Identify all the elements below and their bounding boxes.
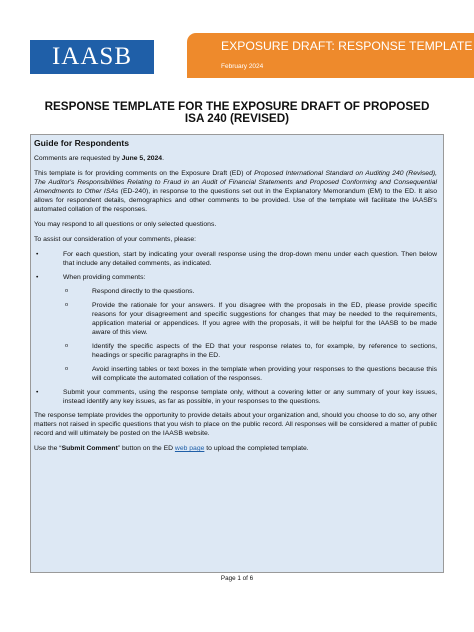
- document-title-line-1: RESPONSE TEMPLATE FOR THE EXPOSURE DRAFT OF PROPOSED: [44, 100, 430, 113]
- sub-bullet-item: o Avoid inserting tables or text boxes in the template when providing your responses to the questions because this will complicate the automated collation of the responses.: [65, 366, 437, 382]
- guide-for-respondents-box: [30, 134, 444, 573]
- public-record-note: The response template provides the opportunity to provide details about your organization and, should you choose to do so, any other matters not raised in specific questions that you wish to place on the public record. All responses will be considered a matter of public record and will ultimately be posted on the IAASB website.: [34, 412, 437, 437]
- bullet-marker: •: [36, 274, 39, 281]
- bullet-item: • For each question, start by indicating your overall response using the drop-down menu under each question. Then below that include any detailed comments, as indicated.: [36, 251, 437, 267]
- template-intro: This template is for providing comments on the Exposure Draft (ED) of Proposed International Standard on Auditing 240 (Revised), The Auditor's Responsibilities Relating to Fraud in an Audit of Financial Statements and Proposed Conforming and Consequential Amendments to Other ISAs (ED-240), in response to the questions set out in the Explanatory Memorandum (EM) to the ED. It also allows for respondent details, demographics and other comments to be provided. Use of the template will facilitate the IAASB's automated collation of the responses.: [34, 170, 437, 213]
- sub-bullet-marker: o: [65, 302, 69, 308]
- web-page-link[interactable]: web page: [174, 445, 205, 452]
- bullet-item: • When providing comments:: [36, 274, 146, 281]
- iaasb-logo: [30, 40, 154, 74]
- sub-bullet-marker: o: [65, 366, 69, 372]
- document-title: [40, 101, 434, 125]
- guide-body: [34, 154, 437, 459]
- submit-comment-label: Submit Comment: [61, 445, 118, 452]
- guide-title: Guide for Respondents: [34, 138, 130, 148]
- deadline-date: June 5, 2024: [121, 155, 163, 162]
- respond-note: You may respond to all questions or only selected questions.: [34, 221, 217, 228]
- document-title-line-2: ISA 240 (REVISED): [184, 112, 290, 125]
- sub-bullet-marker: o: [65, 288, 69, 294]
- logo-text: IAASB: [51, 43, 132, 70]
- bullet-marker: •: [36, 389, 39, 396]
- page-number: Page 1 of 6: [220, 575, 254, 582]
- header-band: [187, 33, 474, 78]
- submit-instructions: Use the “Submit Comment” button on the ED web page to upload the completed template.: [34, 445, 309, 452]
- bullet-marker: •: [36, 251, 39, 258]
- standard-title: Proposed International Standard on Auditing 240 (Revised), The Auditor's Responsibilities Relating to Fraud in an Audit of Financial Statements and Proposed Conforming and Consequential Amendments to Other ISAs: [34, 170, 437, 195]
- bullet-item: • Submit your comments, using the response template only, without a covering letter or any summary of your key issues, instead identify any key issues, as far as possible, in your responses to the questions.: [36, 389, 437, 405]
- sub-bullet-item: o Identify the specific aspects of the ED that your response relates to, for example, by reference to sections, headings or specific paragraphs in the ED.: [65, 343, 437, 359]
- header-title: EXPOSURE DRAFT: RESPONSE TEMPLATE: [221, 39, 473, 53]
- sub-bullet-marker: o: [65, 343, 69, 349]
- comments-deadline: Comments are requested by June 5, 2024.: [34, 155, 164, 162]
- sub-bullet-item: o Provide the rationale for your answers. If you disagree with the proposals in the ED, please provide specific reasons for your disagreement and specific suggestions for changes that may be needed to the requirements, application material or appendices. If you agree with the proposals, it will be helpful for the IAASB to be made aware of this view.: [65, 302, 437, 336]
- assist-note: To assist our consideration of your comments, please:: [34, 236, 197, 243]
- header-date: February 2024: [221, 63, 264, 70]
- sub-bullet-item: o Respond directly to the questions.: [65, 288, 195, 295]
